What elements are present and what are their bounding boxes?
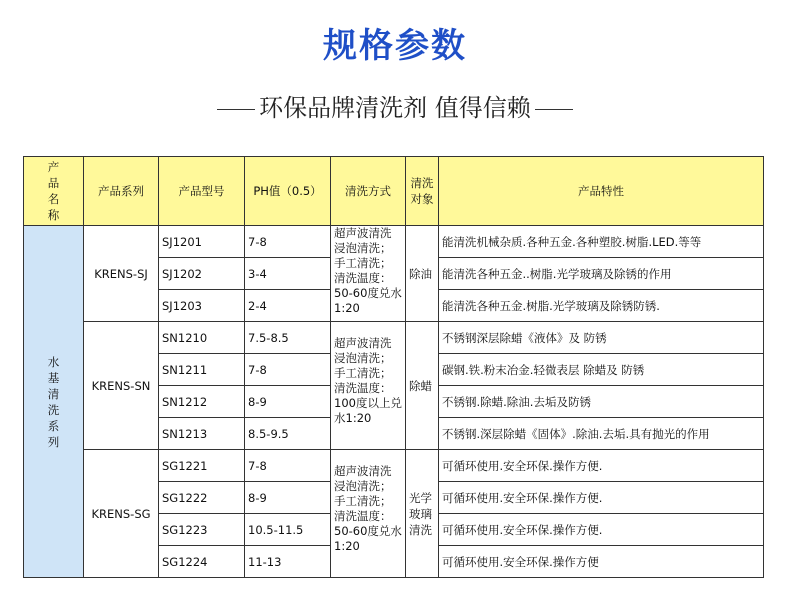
- series-cell: KRENS-SG: [84, 450, 159, 578]
- model-cell: SN1211: [159, 354, 245, 386]
- method-cell: 超声波清洗浸泡清洗；手工清洗；清洗温度：50-60度兑水1:20: [331, 450, 406, 578]
- model-cell: SG1223: [159, 514, 245, 546]
- header-target: 清洗对象: [406, 157, 439, 226]
- model-cell: SG1222: [159, 482, 245, 514]
- target-cell: 光学玻璃清洗: [406, 450, 439, 578]
- feature-cell: 不锈钢.深层除蜡《固体》.除油.去垢.具有抛光的作用: [439, 418, 764, 450]
- ph-cell: 8.5-9.5: [245, 418, 331, 450]
- model-cell: SJ1202: [159, 258, 245, 290]
- table-header-row: [24, 157, 764, 226]
- ph-cell: 11-13: [245, 546, 331, 578]
- page-title: 规格参数: [323, 26, 467, 66]
- feature-cell: 能清洗机械杂质.各种五金.各种塑胶.树脂.LED.等等: [439, 226, 764, 258]
- ph-cell: 8-9: [245, 386, 331, 418]
- feature-cell: 不锈钢.除蜡.除油.去垢及防锈: [439, 386, 764, 418]
- series-cell: KRENS-SN: [84, 322, 159, 450]
- model-cell: SN1210: [159, 322, 245, 354]
- feature-cell: 可循环使用.安全环保.操作方便: [439, 546, 764, 578]
- target-cell: 除蜡: [406, 322, 439, 450]
- feature-cell: 能清洗各种五金.树脂.光学玻璃及除锈防锈.: [439, 290, 764, 322]
- header-product-model: 产品型号: [159, 157, 245, 226]
- ph-cell: 8-9: [245, 482, 331, 514]
- ph-cell: 2-4: [245, 290, 331, 322]
- ph-cell: 7.5-8.5: [245, 322, 331, 354]
- model-cell: SN1212: [159, 386, 245, 418]
- ph-cell: 7-8: [245, 354, 331, 386]
- feature-cell: 能清洗各种五金..树脂.光学玻璃及除锈的作用: [439, 258, 764, 290]
- table-row: [24, 322, 764, 354]
- subtitle-right-dash: [535, 109, 573, 110]
- ph-cell: 7-8: [245, 226, 331, 258]
- feature-cell: 可循环使用.安全环保.操作方便.: [439, 514, 764, 546]
- ph-cell: 3-4: [245, 258, 331, 290]
- header-product-name: 产品名称: [24, 157, 84, 226]
- method-cell: 超声波清洗浸泡清洗；手工清洗；清洗温度：100度以上兑水1:20: [331, 322, 406, 450]
- product-name-cell: 水基清洗系列: [24, 226, 84, 578]
- table-row: [24, 226, 764, 258]
- feature-cell: 碳钢.铁.粉末冶金.轻微表层 除蜡及 防锈: [439, 354, 764, 386]
- page-subtitle: [0, 88, 790, 123]
- table-row: [24, 450, 764, 482]
- model-cell: SN1213: [159, 418, 245, 450]
- header-features: 产品特性: [439, 157, 764, 226]
- feature-cell: 可循环使用.安全环保.操作方便.: [439, 482, 764, 514]
- method-cell: 超声波清洗浸泡清洗；手工清洗；清洗温度：50-60度兑水1:20: [331, 226, 406, 322]
- ph-cell: 7-8: [245, 450, 331, 482]
- feature-cell: 不锈钢深层除蜡《液体》及 防锈: [439, 322, 764, 354]
- header-ph: PH值（0.5）: [245, 157, 331, 226]
- subtitle-text: 环保品牌清洗剂 值得信赖: [259, 94, 531, 122]
- spec-table: [23, 156, 764, 578]
- model-cell: SJ1201: [159, 226, 245, 258]
- model-cell: SG1224: [159, 546, 245, 578]
- series-cell: KRENS-SJ: [84, 226, 159, 322]
- model-cell: SJ1203: [159, 290, 245, 322]
- subtitle-left-dash: [217, 109, 255, 110]
- target-cell: 除油: [406, 226, 439, 322]
- feature-cell: 可循环使用.安全环保.操作方便.: [439, 450, 764, 482]
- ph-cell: 10.5-11.5: [245, 514, 331, 546]
- model-cell: SG1221: [159, 450, 245, 482]
- header-product-series: 产品系列: [84, 157, 159, 226]
- header-method: 清洗方式: [331, 157, 406, 226]
